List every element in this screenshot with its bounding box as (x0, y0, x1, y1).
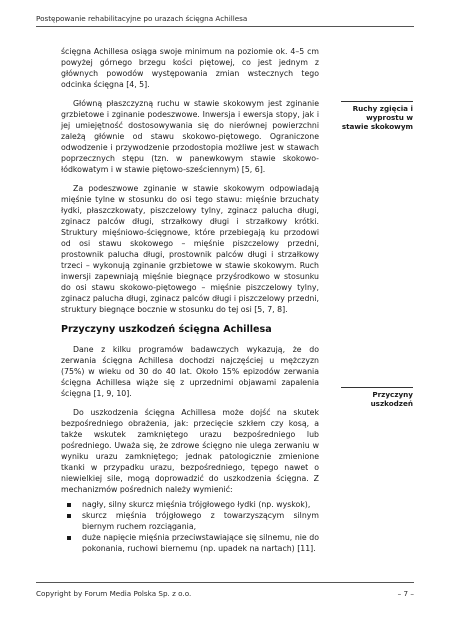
list-item (61, 532, 319, 554)
paragraph: ścięgna Achillesa osiąga swoje minimum na poziomie ok. 4–5 cm powyżej górnego brzegu kości piętowej, co jest jednym z głównych powodów występowania zmian wstecznych tego odcinka ścięgna [4, 5]. (61, 47, 319, 89)
paragraph: Główną płaszczyzną ruchu w stawie skokowym jest zginanie grzbietowe i zginanie podeszwowe. Inwersja i ewersja stopy, jak i jej umiejętność dostosowywania się do nierównej powierzchni zależą głównie od stawu skokowo-piętowego. Ograniczone odwodzenie i przywodzenie przodostopia możliwe jest w stawach poprzecznych stępu (tzn. w panewkowym stawie skokowo-łódkowatym i w stawie piętowo-sześciennym) [5, 6]. (61, 99, 319, 174)
margin-note-text: Ruchy zgięcia i wyprostu w stawie skokowym (341, 104, 413, 132)
running-header (36, 14, 414, 27)
margin-note-rule (341, 101, 413, 102)
margin-note-text: Przyczyny uszkodzeń (370, 390, 413, 409)
bullet-list (61, 499, 319, 554)
square-bullet-icon (67, 514, 71, 518)
list-item (61, 499, 319, 510)
square-bullet-icon (67, 536, 71, 540)
list-item-text: skurcz mięśnia trójgłowego z towarzyszącym silnym biernym ruchem rozciągania, (82, 511, 319, 531)
margin-note-causes (341, 387, 413, 408)
page-number: – 7 – (397, 589, 414, 598)
list-item-text: nagły, silny skurcz mięśnia trójgłowego łydki (np. wyskok), (82, 500, 311, 509)
list-item (61, 510, 319, 532)
margin-note-rule (341, 387, 413, 388)
main-text-column (61, 46, 319, 554)
section-heading: Przyczyny uszkodzeń ścięgna Achillesa (61, 324, 272, 335)
square-bullet-icon (67, 503, 71, 507)
margin-note-joint-movements (341, 101, 413, 132)
paragraph: Za podeszwowe zginanie w stawie skokowym odpowiadają mięśnie tylne w stosunku do osi tego stawu: mięśnie brzuchaty łydki, płaszczkowaty, piszczelowy tylny, zginacz palucha długi, zginacz palców długi, strzałkowy długi i strzałkowy krótki. Struktury mięśniowo-ścięgnowe, które przebiegają ku przodowi od osi stawu skokowego – mięśnie piszczelowy przedni, prostownik palucha długi, prostownik palców długi i strzałkowy trzeci – wykonują zginanie grzbietowe w stawie skokowym. Ruch inwersji zapewniają mięśnie biegnące przyśrodkowo w stosunku do osi stawu skokowo-piętowego – mięśnie piszczelowy tylny, zginacz palucha długi, zginacz palców długi i piszczelowy przedni, struktury biegnące bocznie w stosunku do tej osi [5, 7, 8]. (61, 184, 319, 314)
copyright-text: Copyright by Forum Media Polska Sp. z o.o. (36, 589, 192, 598)
paragraph: Dane z kilku programów badawczych wykazują, że do zerwania ścięgna Achillesa dochodzi najczęściej u mężczyzn (75%) w wieku od 30 do 40 lat. Około 15% epizodów zerwania ścięgna Achillesa wiąże się z uprzednimi objawami zapalenia ścięgna [1, 9, 10]. (61, 345, 319, 398)
running-title: Postępowanie rehabilitacyjne po urazach ścięgna Achillesa (36, 14, 248, 23)
page-footer (36, 582, 414, 598)
list-item-text: duże napięcie mięśnia przeciwstawiające się silnemu, nie do pokonania, ruchowi biernemu (np. upadek na nartach) [11]. (82, 533, 319, 553)
paragraph: Do uszkodzenia ścięgna Achillesa może dojść na skutek bezpośredniego obrażenia, jak: przecięcie szkłem czy kosą, a także wskutek zamkniętego urazu bezpośredniego lub pośredniego. Uważa się, że zdrowe ścięgno nie ulega zerwaniu w wyniku urazu zamkniętego; jednak patologicznie zmienione tkanki w przypadku urazu, bezpośredniego, tępego nawet o niewielkiej sile, mogą doprowadzić do uszkodzenia ścięgna. Z mechanizmów pośrednich należy wymienić: (61, 408, 319, 494)
